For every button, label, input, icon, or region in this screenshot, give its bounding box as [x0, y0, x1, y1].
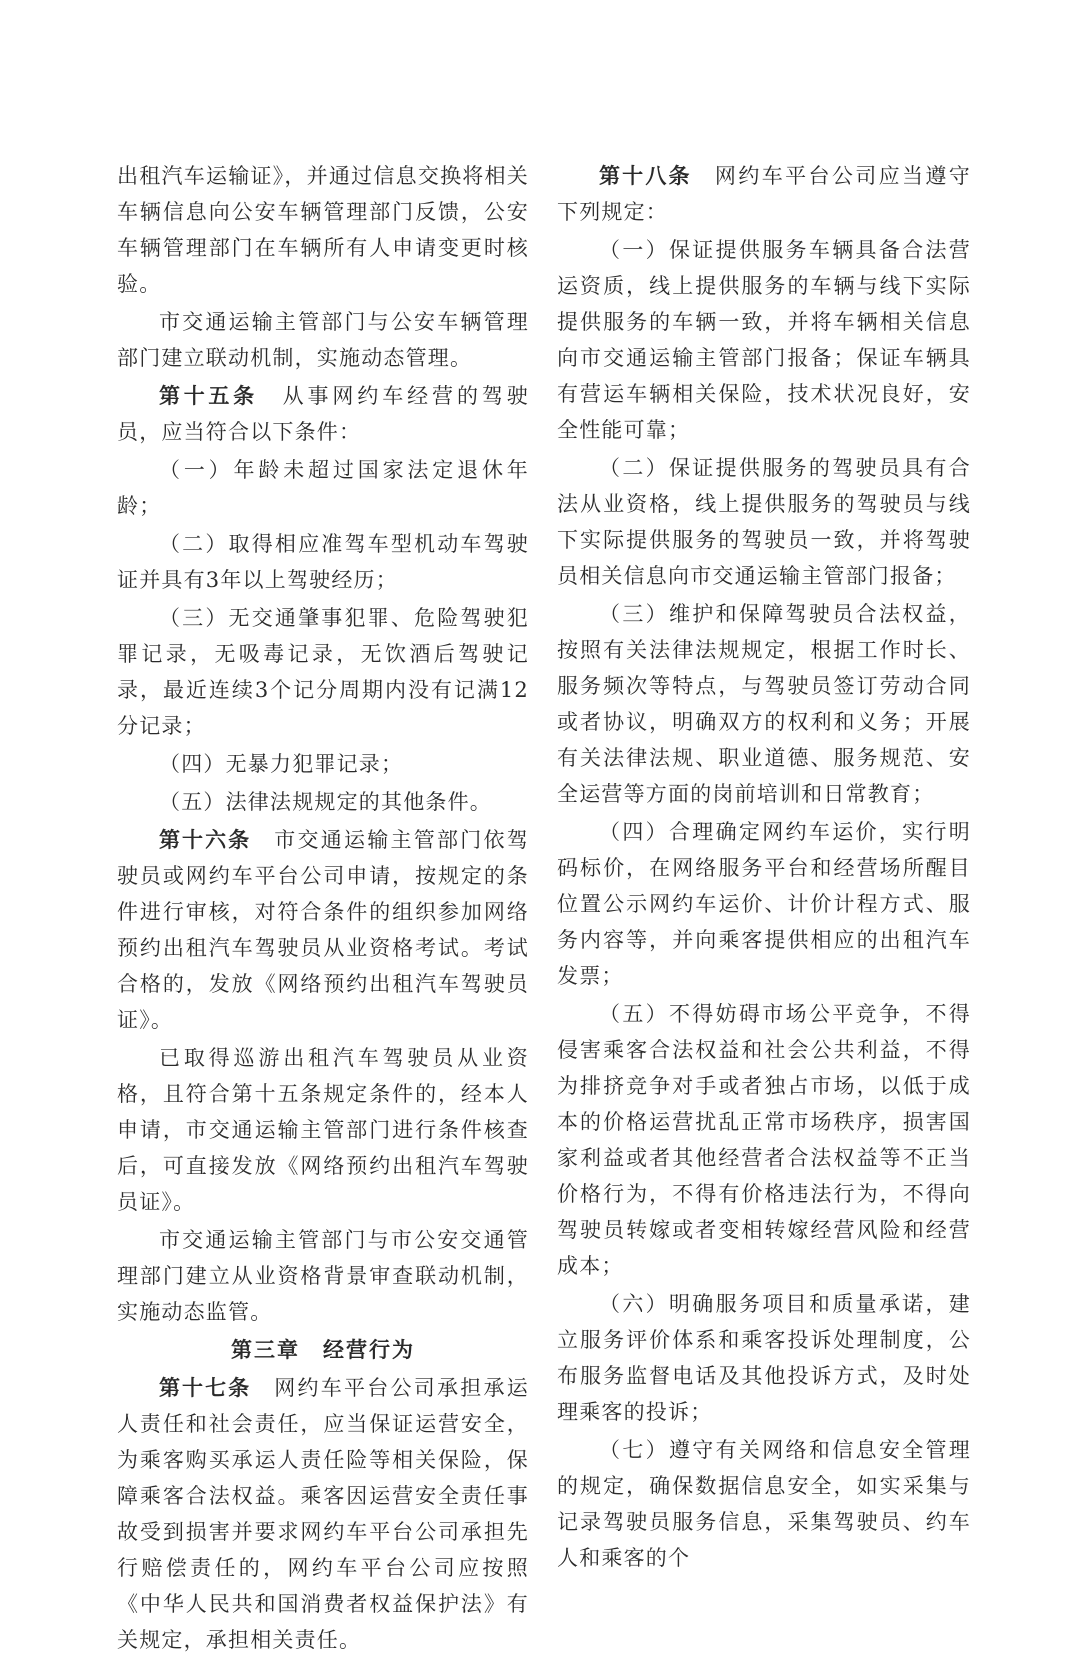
- left-column: [117, 158, 529, 1660]
- article-16-title: 第十六条: [159, 827, 252, 852]
- article-18-title: 第十八条: [599, 163, 692, 188]
- article-18: [557, 158, 971, 230]
- article-15-item-3: （三）无交通肇事犯罪、危险驾驶犯罪记录，无吸毒记录，无饮酒后驾驶记录，最近连续3个记分周期内没有记满12分记录；: [117, 606, 529, 738]
- article-17: [117, 1370, 529, 1658]
- article-15-item-2: （二）取得相应准驾车型机动车驾驶证并具有3年以上驾驶经历；: [117, 532, 529, 592]
- article-16-paragraph-3: 市交通运输主管部门与市公安交通管理部门建立从业资格背景审查联动机制，实施动态监管。: [117, 1228, 529, 1324]
- article-18-item-4: （四）合理确定网约车运价，实行明码标价，在网络服务平台和经营场所醒目位置公示网约车运价、计价计程方式、服务内容等，并向乘客提供相应的出租汽车发票；: [557, 820, 971, 988]
- article-17-title: 第十七条: [159, 1375, 252, 1400]
- article-16-paragraph-2: 已取得巡游出租汽车驾驶员从业资格，且符合第十五条规定条件的，经本人申请，市交通运输主管部门进行条件核查后，可直接发放《网络预约出租汽车驾驶员证》。: [117, 1046, 529, 1214]
- paragraph-linkage-mechanism: 市交通运输主管部门与公安车辆管理部门建立联动机制，实施动态管理。: [117, 310, 529, 370]
- article-15-item-1: （一）年龄未超过国家法定退休年龄；: [117, 458, 529, 518]
- article-15-text: 从事网约车经营的驾驶员，应当符合以下条件：: [117, 384, 530, 444]
- article-18-item-7: （七）遵守有关网络和信息安全管理的规定，确保数据信息安全，如实采集与记录驾驶员服务信息，采集驾驶员、约车人和乘客的个: [557, 1438, 971, 1570]
- article-18-item-5: （五）不得妨碍市场公平竞争，不得侵害乘客合法权益和社会公共利益，不得为排挤竞争对手或者独占市场，以低于成本的价格运营扰乱正常市场秩序，损害国家利益或者其他经营者合法权益等不正当价格行为，不得有价格违法行为，不得向驾驶员转嫁或者变相转嫁经营风险和经营成本；: [557, 1002, 971, 1278]
- article-18-item-1: （一）保证提供服务车辆具备合法营运资质，线上提供服务的车辆与线下实际提供服务的车辆一致，并将车辆相关信息向市交通运输主管部门报备；保证车辆具有营运车辆相关保险，技术状况良好，安全性能可靠；: [557, 238, 971, 442]
- right-column: [557, 158, 971, 1578]
- article-18-item-6: （六）明确服务项目和质量承诺，建立服务评价体系和乘客投诉处理制度，公布服务监督电话及其他投诉方式，及时处理乘客的投诉；: [557, 1292, 971, 1424]
- article-18-item-2: （二）保证提供服务的驾驶员具有合法从业资格，线上提供服务的驾驶员与线下实际提供服务的驾驶员一致，并将驾驶员相关信息向市交通运输主管部门报备；: [557, 456, 971, 588]
- article-15: [117, 378, 529, 450]
- article-16-text: 市交通运输主管部门依驾驶员或网约车平台公司申请，按规定的条件进行审核，对符合条件的组织参加网络预约出租汽车驾驶员从业资格考试。考试合格的，发放《网络预约出租汽车驾驶员证》。: [117, 828, 530, 1032]
- article-15-item-4: （四）无暴力犯罪记录；: [159, 752, 404, 776]
- article-18-item-3: （三）维护和保障驾驶员合法权益，按照有关法律法规规定，根据工作时长、服务频次等特点，与驾驶员签订劳动合同或者协议，明确双方的权利和义务；开展有关法律法规、职业道德、服务规范、安全运营等方面的岗前培训和日常教育；: [557, 602, 971, 806]
- article-18-text: 网约车平台公司应当遵守下列规定：: [557, 164, 972, 224]
- article-15-title: 第十五条: [159, 383, 258, 408]
- article-15-item-5: （五）法律法规规定的其他条件。: [159, 790, 492, 814]
- article-16: [117, 822, 529, 1038]
- paragraph-continued: 出租汽车运输证》，并通过信息交换将相关车辆信息向公安车辆管理部门反馈，公安车辆管理部门在车辆所有人申请变更时核验。: [117, 164, 529, 296]
- chapter-heading: 第三章 经营行为: [231, 1337, 415, 1362]
- article-17-text: 网约车平台公司承担承运人责任和社会责任，应当保证运营安全，为乘客购买承运人责任险等相关保险，保障乘客合法权益。乘客因运营安全责任事故受到损害并要求网约车平台公司承担先行赔偿责任的，网约车平台公司应按照《中华人民共和国消费者权益保护法》有关规定，承担相关责任。: [117, 1376, 530, 1652]
